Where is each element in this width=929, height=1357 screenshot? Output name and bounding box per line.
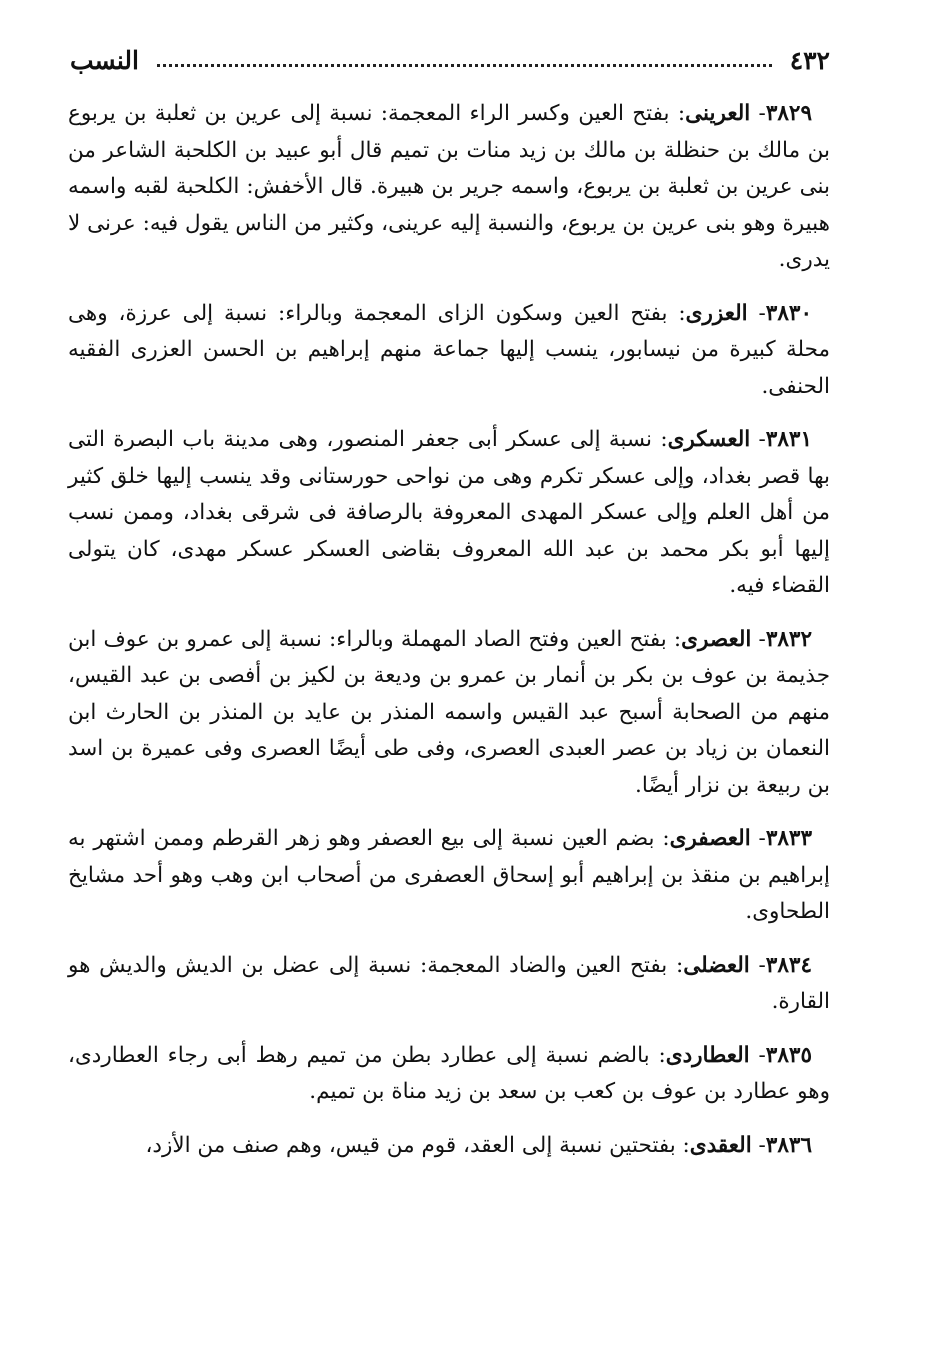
entry-text: بفتحتين نسبة إلى العقد، قوم من قيس، وهم صنف من الأزد، <box>145 1132 676 1158</box>
entry-number: ٣٨٣٦ <box>765 1132 812 1158</box>
entry-number: ٣٨٢٩ <box>765 101 813 126</box>
entry-text: بفتح العين وسكون الزاى المعجمة وبالراء: نسبة إلى عرزة، وهى محلة كبيرة من نيسابور، ينسب إليها جماعة منهم إبراهيم بن الحسن العزرى الفقيه الحنفى. <box>68 300 830 399</box>
entry-number: ٣٨٣٤ <box>765 952 812 978</box>
entry-3835: ٣٨٣٥- العطاردى: بالضم نسبة إلى عطارد بطن من تميم رهط أبى رجاء العطاردى، وهو عطارد بن عوف بن كعب بن سعد بن زيد مناة بن تميم. <box>68 1042 830 1104</box>
entry-text: بضم العين نسبة إلى بيع العصفر وهو زهر القرطم وممن اشتهر به إبراهيم بن منقذ بن إبراهيم أبو إسحاق العصفرى من أصحاب ابن وهب وهو أحد مشايخ الطحاوى. <box>68 826 830 924</box>
entry-name: العصفرى <box>669 826 751 851</box>
entry-text: بفتح العين وكسر الراء المعجمة: نسبة إلى عرين بن ثعلبة بن يربوع بن مالك بن حنظلة بن مالك بن زيد منات بن تميم قال أبو عبيد بن الكلحبة الشاعر من بنى عرين بن ثعلبة بن يربوع، واسمه جرير بن هبيرة. قال الأخفش: الكلحبة لقبه واسمه هبيرة وهو بنى عرين بن يربوع، والنسبة إليه عرينى، وكثير من الناس يقول فيه: عرنى لا يدرى. <box>68 101 830 272</box>
entry-3833: ٣٨٣٣- العصفرى: بضم العين نسبة إلى بيع العصفر وهو زهر القرطم وممن اشتهر به إبراهيم بن منقذ بن إبراهيم أبو إسحاق العصفرى من أصحاب ابن وهب وهو أحد مشايخ الطحاوى. <box>68 826 830 924</box>
entry-3830: ٣٨٣٠- العزرى: بفتح العين وسكون الزاى المعجمة وبالراء: نسبة إلى عرزة، وهى محلة كبيرة من نيسابور، ينسب إليها جماعة منهم إبراهيم بن الحسن العزرى الفقيه الحنفى. <box>68 300 830 399</box>
entry-name: العقدى <box>689 1132 752 1158</box>
page-number: ٤٣٢ <box>789 45 830 75</box>
entry-3836: ٣٨٣٦- العقدى: بفتحتين نسبة إلى العقد، قوم من قيس، وهم صنف من الأزد، <box>145 1132 812 1158</box>
entry-3829: ٣٨٢٩- العرينى: بفتح العين وكسر الراء المعجمة: نسبة إلى عرين بن ثعلبة بن يربوع بن مالك بن حنظلة بن مالك بن زيد منات بن تميم قال أبو عبيد بن الكلحبة الشاعر من بنى عرين بن ثعلبة بن يربوع، واسمه جرير بن هبيرة. قال الأخفش: الكلحبة لقبه واسمه هبيرة وهو بنى عرين بن يربوع، والنسبة إليه عرينى، وكثير من الناس يقول فيه: عرنى لا يدرى. <box>68 101 830 272</box>
entry-3832: ٣٨٣٢- العصرى: بفتح العين وفتح الصاد المهملة وبالراء: نسبة إلى عمرو بن عوف ابن جذيمة بن عوف بن بكر بن أنمار بن عمرو بن وديعة بن لكيز بن أفصى بن عبد القيس، منهم من الصحابة أسبح عبد القيس واسمه المنذر بن عايد بن المنذر بن الحارث ابن النعمان بن زياد بن عصر العبدى العصرى، وفى طى أيضًا العصرى وفى عميرة بن اسد بن ربيعة بن نزار أيضًا. <box>68 626 830 798</box>
entry-name: العزرى <box>685 300 748 326</box>
entry-text: نسبة إلى عسكر أبى جعفر المنصور، وهى مدينة باب البصرة التى بها قصر بغداد، وإلى عسكر تكرم وهى من نواحى حورستانى وقد ينسب إليها خلق كثير من أهل العلم وإلى عسكر المهدى المعروفة بالرصافة فى شرقى بغداد، وممن نسب إليها أبو بكر محمد بن عبد الله المعروف بقاضى العسكر عسكر مهدى، كان يتولى القضاء فيه. <box>68 427 830 598</box>
running-title: النسب <box>70 45 139 75</box>
entry-number: ٣٨٣٥ <box>765 1042 812 1068</box>
entry-number: ٣٨٣١ <box>765 427 812 452</box>
page-body <box>68 96 830 1181</box>
entry-name: العضلى <box>683 952 750 978</box>
entry-3831: ٣٨٣١- العسكرى: نسبة إلى عسكر أبى جعفر المنصور، وهى مدينة باب البصرة التى بها قصر بغداد، وإلى عسكر تكرم وهى من نواحى حورستانى وقد ينسب إليها خلق كثير من أهل العلم وإلى عسكر المهدى المعروفة بالرصافة فى شرقى بغداد، وممن نسب إليها أبو بكر محمد بن عبد الله المعروف بقاضى العسكر عسكر مهدى، كان يتولى القضاء فيه. <box>68 427 830 598</box>
entry-name: العصرى <box>681 626 752 652</box>
entry-name: العرينى <box>685 101 751 126</box>
entry-number: ٣٨٣٣ <box>765 826 813 851</box>
dotted-leader <box>157 64 772 67</box>
entry-text: بفتح العين والضاد المعجمة: نسبة إلى عضل بن الديش والديش هو القارة. <box>68 952 830 1014</box>
entry-number: ٣٨٣٠ <box>765 300 812 326</box>
entry-number: ٣٨٣٢ <box>765 626 813 652</box>
entry-text: بفتح العين وفتح الصاد المهملة وبالراء: نسبة إلى عمرو بن عوف ابن جذيمة بن عوف بن بكر بن أنمار بن عمرو بن وديعة بن لكيز بن أفصى بن عبد القيس، منهم من الصحابة أسبح عبد القيس واسمه المنذر بن عايد بن المنذر بن الحارث ابن النعمان بن زياد بن عصر العبدى العصرى، وفى طى أيضًا العصرى وفى عميرة بن اسد بن ربيعة بن نزار أيضًا. <box>68 626 830 798</box>
entry-3834: ٣٨٣٤- العضلى: بفتح العين والضاد المعجمة: نسبة إلى عضل بن الديش والديش هو القارة. <box>68 952 830 1014</box>
page-header <box>70 40 830 80</box>
entry-text: بالضم نسبة إلى عطارد بطن من تميم رهط أبى رجاء العطاردى، وهو عطارد بن عوف بن كعب بن سعد بن زيد مناة بن تميم. <box>68 1042 830 1104</box>
entry-name: العطاردى <box>665 1042 750 1068</box>
entry-name: العسكرى <box>667 427 751 452</box>
